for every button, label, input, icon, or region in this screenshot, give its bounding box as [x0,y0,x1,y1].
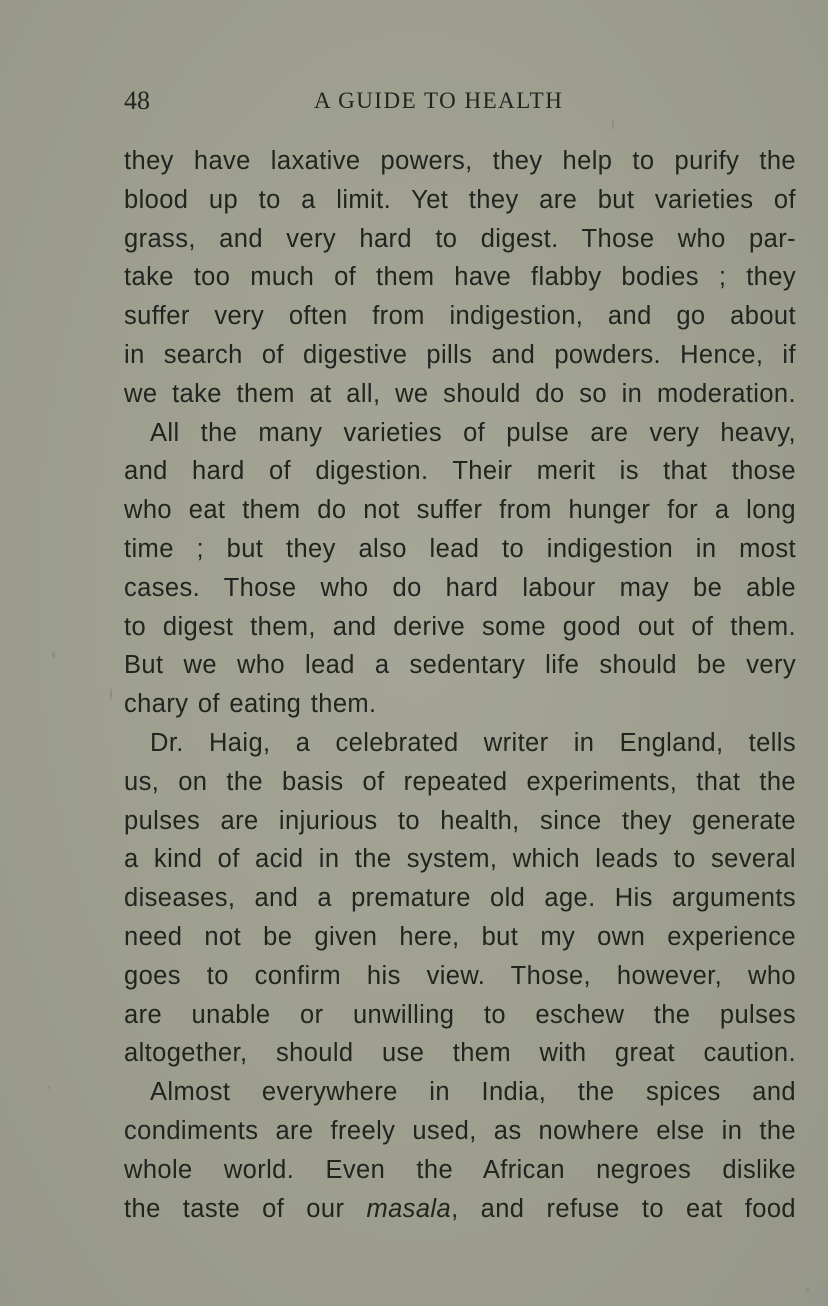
book-page [124,86,796,1228]
text-line: chary of eating them. [124,690,377,719]
running-head [124,86,796,120]
text-line: need not be given here, but my own experience [124,922,796,951]
page-number: 48 [124,86,150,115]
italic-term: masala [366,1194,452,1223]
text-line: altogether, should use them with great caution. [124,1039,796,1068]
text-line: they have laxative powers, they help to purify the [124,147,796,175]
paragraph [124,142,796,414]
text-line: take too much of them have flabby bodies ; they [124,263,796,292]
text-line: in search of digestive pills and powders. Hence, if [124,340,796,369]
text-line: condiments are freely used, as nowhere else in the [124,1116,796,1145]
scan-speck [806,1288,809,1292]
paragraph [124,414,796,724]
scan-speck [48,1086,50,1089]
text-line: goes to confirm his view. Those, however, who [124,961,796,990]
text-line: pulses are injurious to health, since they generate [124,806,796,835]
text-line: whole world. Even the African negroes dislike [124,1155,796,1184]
text-line: to digest them, and derive some good out of them. [124,612,796,641]
text-line: us, on the basis of repeated experiments, that the [124,767,796,796]
paragraph [124,724,796,1073]
text-line: who eat them do not suffer from hunger for a long [124,496,796,525]
text-line: are unable or unwilling to eschew the pulses [124,1000,796,1029]
text-line: time ; but they also lead to indigestion in most [124,534,796,563]
text-line: we take them at all, we should do so in moderation. [124,379,796,408]
text-line: and hard of digestion. Their merit is that those [124,457,796,486]
running-title: A GUIDE TO HEALTH [314,88,564,113]
scan-speck [612,120,614,130]
text-line: diseases, and a premature old age. His arguments [124,884,796,913]
text-line: the taste of our masala, and refuse to eat food [124,1194,796,1223]
text-line: blood up to a limit. Yet they are but varieties of [124,185,796,214]
text-line: cases. Those who do hard labour may be able [124,573,796,602]
scan-speck [110,688,112,700]
body-text [124,142,796,1228]
scan-speck [52,652,55,658]
text-line: grass, and very hard to digest. Those who par- [124,224,796,253]
text-line: suffer very often from indigestion, and go about [124,302,796,331]
text-line: Dr. Haig, a celebrated writer in England, tells [150,728,796,757]
text-line: a kind of acid in the system, which leads to several [124,845,796,874]
text-line: But we who lead a sedentary life should be very [124,651,796,680]
text-line: Almost everywhere in India, the spices and [150,1078,796,1107]
text-line: All the many varieties of pulse are very heavy, [150,418,796,447]
paragraph [124,1073,796,1228]
